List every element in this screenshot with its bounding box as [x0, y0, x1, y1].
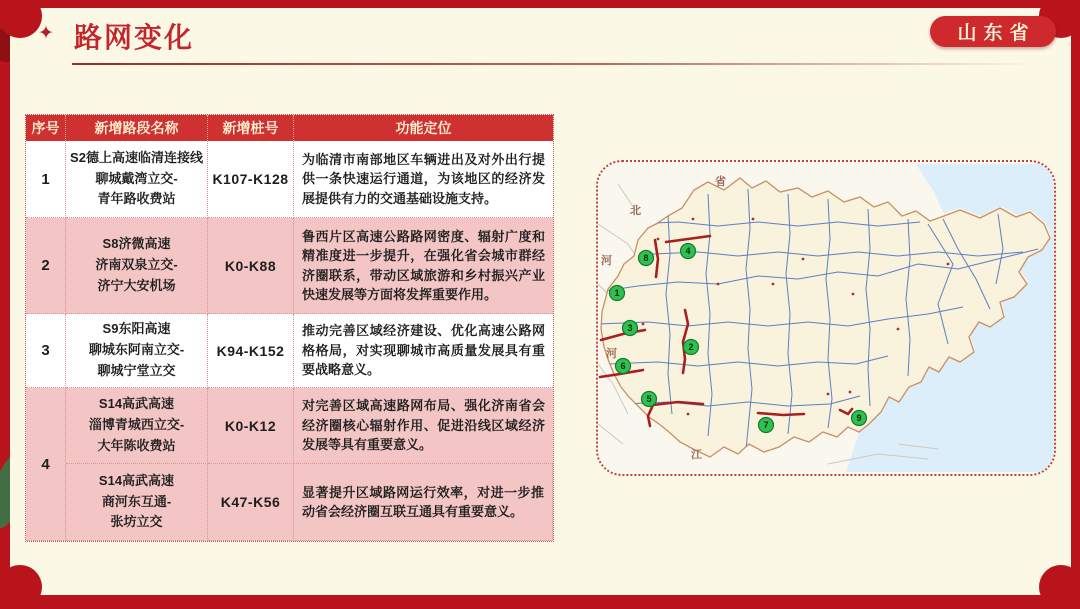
marker-5	[642, 392, 657, 407]
svg-text:3: 3	[627, 323, 633, 334]
row-desc: 推动完善区域经济建设、优化高速公路网格格局，对实现聊城市高质量发展具有重要战略意义。	[294, 314, 553, 388]
name-line: 商河东互通-	[101, 493, 172, 509]
marker-8	[639, 251, 654, 266]
label-sheng: 省	[715, 176, 726, 188]
marker-2	[684, 340, 699, 355]
svg-text:5: 5	[646, 394, 652, 405]
row-name	[66, 141, 208, 218]
corner-scallop	[0, 565, 42, 609]
svg-text:4: 4	[685, 246, 691, 257]
road-change-table	[25, 114, 554, 542]
svg-text:8: 8	[643, 253, 649, 264]
name-line: 聊城东阿南立交-	[88, 342, 185, 358]
map-canvas	[598, 162, 1054, 474]
name-line: 济宁大安机场	[97, 277, 176, 293]
svg-text:9: 9	[856, 413, 862, 424]
row-name	[66, 388, 208, 464]
marker-1	[610, 286, 625, 301]
col-header-no: 序号	[26, 115, 66, 141]
svg-text:2: 2	[688, 342, 694, 353]
page-title: 路网变化	[74, 22, 195, 53]
row-name	[66, 218, 208, 314]
row-desc: 为临清市南部地区车辆进出及对外出行提供一条快速运行通道，为该地区的经济发展提供有力的交通基础设施支持。	[294, 141, 553, 218]
name-line: 聊城戴湾立交-	[95, 170, 178, 186]
name-line: S14高武高速	[98, 396, 175, 412]
row-name	[66, 314, 208, 388]
name-line: S9东阳高速	[102, 321, 171, 337]
marker-7	[759, 418, 774, 433]
corner-scallop	[0, 0, 42, 38]
svg-text:7: 7	[763, 420, 769, 431]
svg-text:1: 1	[614, 288, 620, 299]
corner-scallop	[1039, 565, 1080, 609]
row-stake: K107-K128	[208, 141, 294, 218]
row-no: 1	[26, 141, 66, 218]
name-line: 济南双泉立交-	[95, 257, 178, 273]
col-header-stake: 新增桩号	[208, 115, 294, 141]
label-he: 河	[606, 348, 617, 360]
label-jiang: 江	[691, 449, 702, 461]
row-stake: K94-K152	[208, 314, 294, 388]
row-no: 3	[26, 314, 66, 388]
col-header-name: 新增路段名称	[66, 115, 208, 141]
row-desc: 对完善区域高速路网布局、强化济南省会经济圈核心辐射作用、促进沿线区域经济发展等具有重要意义。	[294, 388, 553, 464]
row-desc: 显著提升区域路网运行效率，对进一步推动省会经济圈互联互通具有重要意义。	[294, 464, 553, 541]
marker-9	[852, 411, 867, 426]
row-stake: K0-K88	[208, 218, 294, 314]
shandong-map	[596, 160, 1056, 476]
row-stake: K0-K12	[208, 388, 294, 464]
row-name	[66, 464, 208, 541]
name-line: 青年路收费站	[97, 191, 176, 207]
name-line: S14高武高速	[98, 472, 175, 488]
name-line: 聊城宁堂立交	[97, 362, 176, 378]
name-line: S2德上高速临清连接线	[70, 149, 203, 165]
row-no: 4	[26, 388, 66, 541]
col-header-function: 功能定位	[294, 115, 553, 141]
row-desc: 鲁西片区高速公路路网密度、辐射广度和精准度进一步提升，在强化省会城市群经济圈联系，带动区域旅游和乡村振兴产业快速发展等方面将发挥重要作用。	[294, 218, 553, 314]
marker-4	[681, 244, 696, 259]
name-line: 大年陈收费站	[97, 437, 176, 453]
label-he: 河	[601, 255, 612, 267]
svg-text:6: 6	[620, 361, 626, 372]
row-no: 2	[26, 218, 66, 314]
name-line: 张坊立交	[110, 514, 163, 530]
name-line: S8济微高速	[102, 236, 171, 252]
marker-6	[616, 359, 631, 374]
row-stake: K47-K56	[208, 464, 294, 541]
title-underline	[72, 63, 1038, 65]
marker-3	[623, 321, 638, 336]
name-line: 淄博青城西立交-	[88, 417, 185, 433]
content-panel	[10, 8, 1071, 595]
province-badge: 山东省	[930, 16, 1056, 47]
label-bei: 北	[630, 205, 641, 217]
sparkle-diamond-icon: ✦	[38, 23, 54, 44]
